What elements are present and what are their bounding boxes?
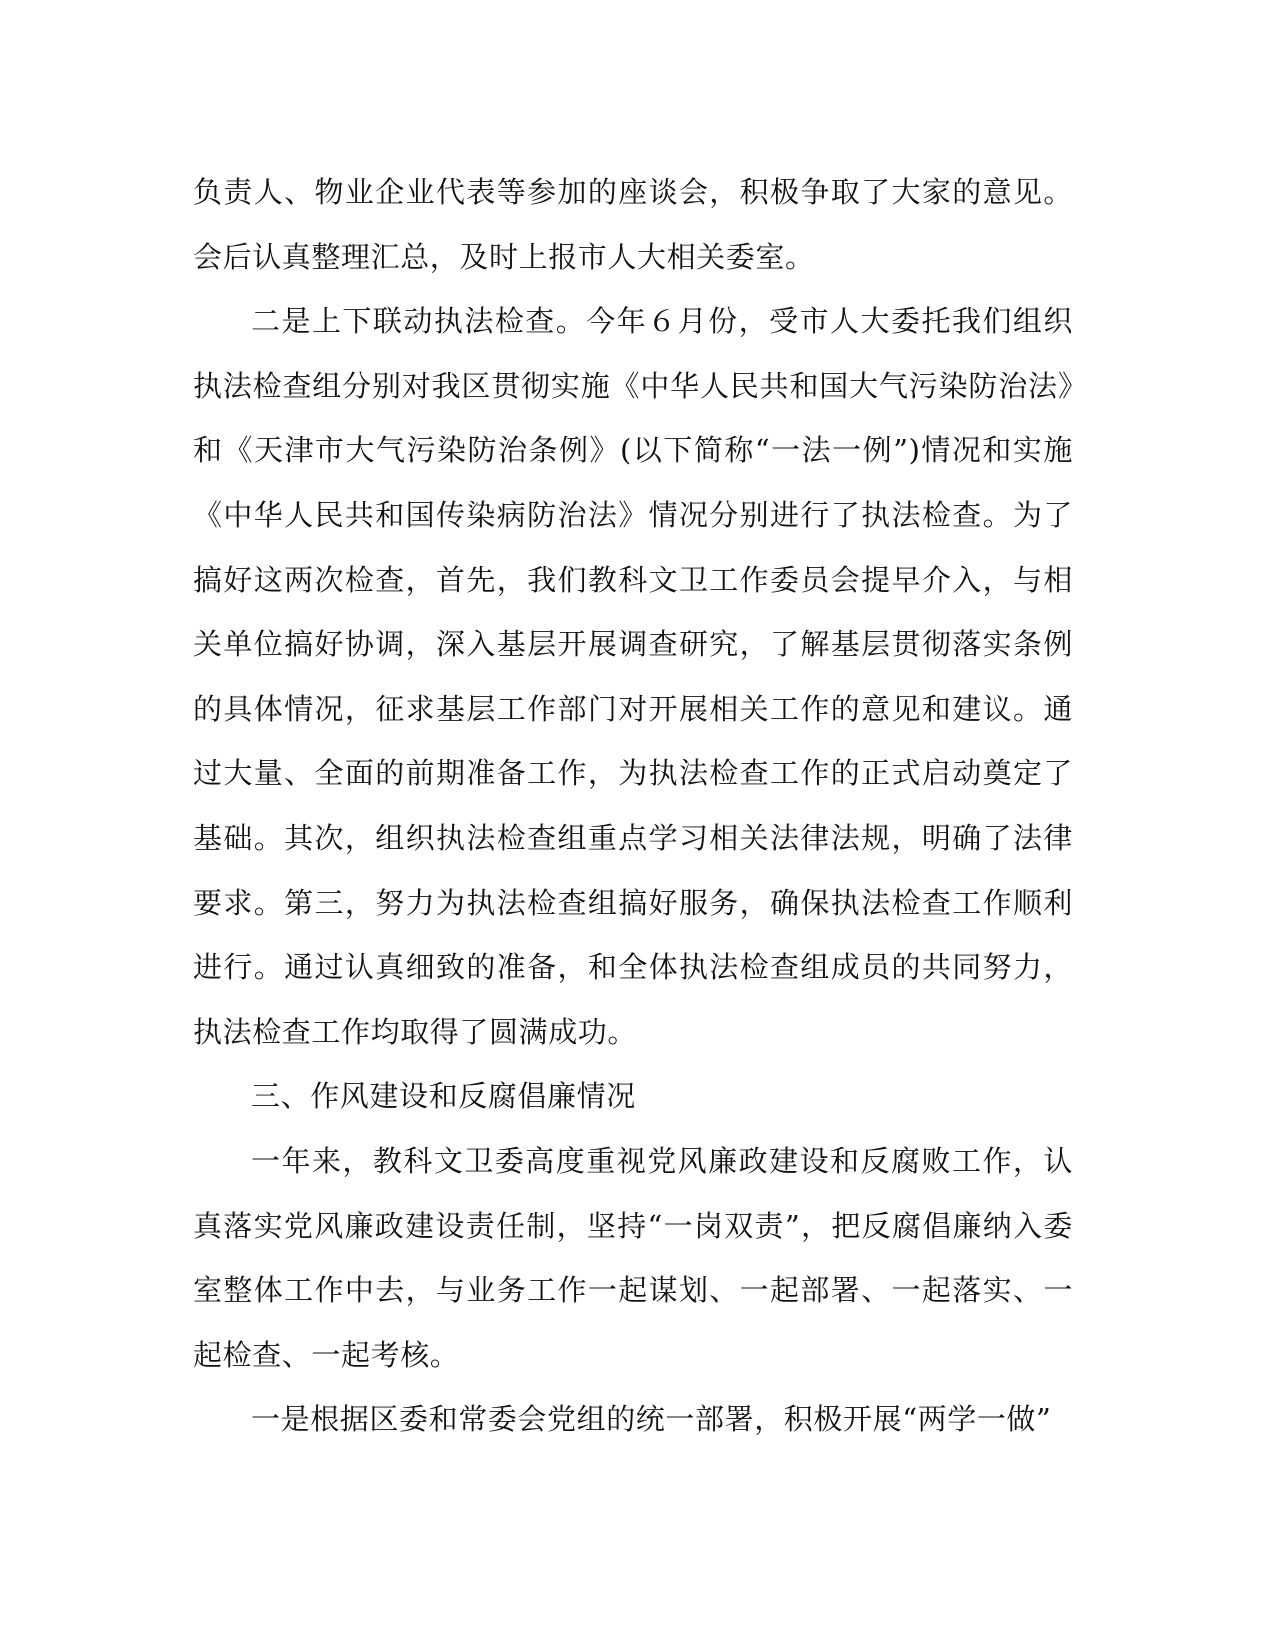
document-body: [193, 160, 1073, 1452]
paragraph-continuation: 负责人、物业企业代表等参加的座谈会，积极争取了大家的意见。会后认真整理汇总，及时上报市人大相关委室。: [193, 175, 1073, 274]
section-heading-work-style: 三、作风建设和反腐倡廉情况: [251, 1079, 636, 1114]
paragraph-two-studies-one-action: 一是根据区委和常委会党组的统一部署，积极开展“两学一做”: [251, 1402, 1052, 1437]
paragraph-anti-corruption: 一年来，教科文卫委高度重视党风廉政建设和反腐败工作，认真落实党风廉政建设责任制，坚持“一岗双责”，把反腐倡廉纳入委室整体工作中去，与业务工作一起谋划、一起部署、一起落实、一起检查、一起考核。: [193, 1143, 1073, 1372]
paragraph-law-enforcement-inspection: 二是上下联动执法检查。今年６月份，受市人大委托我们组织执法检查组分别对我区贯彻实施《中华人民共和国大气污染防治法》和《天津市大气污染防治条例》(以下简称“一法一例”)情况和实施《中华人民共和国传染病防治法》情况分别进行了执法检查。为了搞好这两次检查，首先，我们教科文卫工作委员会提早介入，与相关单位搞好协调，深入基层开展调查研究，了解基层贯彻落实条例的具体情况，征求基层工作部门对开展相关工作的意见和建议。通过大量、全面的前期准备工作，为执法检查工作的正式启动奠定了基础。其次，组织执法检查组重点学习相关法律法规，明确了法律要求。第三，努力为执法检查组搞好服务，确保执法检查工作顺利进行。通过认真细致的准备，和全体执法检查组成员的共同努力，执法检查工作均取得了圆满成功。: [193, 304, 1073, 1049]
